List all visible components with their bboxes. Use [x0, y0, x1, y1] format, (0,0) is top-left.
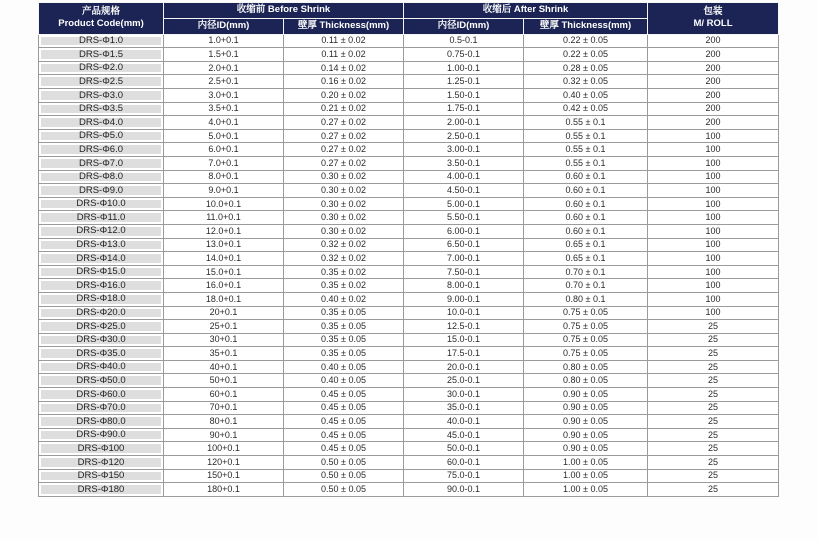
cell-thickness-before: 0.27 ± 0.02	[284, 143, 404, 157]
cell-thickness-after: 0.90 ± 0.05	[524, 442, 648, 456]
cell-thickness-after: 0.60 ± 0.1	[524, 224, 648, 238]
cell-id-after: 4.00-0.1	[404, 170, 524, 184]
cell-id-before: 12.0+0.1	[164, 224, 284, 238]
header-package	[648, 3, 779, 35]
cell-thickness-after: 0.75 ± 0.05	[524, 306, 648, 320]
cell-id-after: 1.25-0.1	[404, 75, 524, 89]
header-id-after: 内径ID(mm)	[404, 18, 524, 34]
cell-product-code: DRS-Φ70.0	[39, 401, 164, 415]
header-thickness-after: 壁厚 Thickness(mm)	[524, 18, 648, 34]
cell-product-code: DRS-Φ1.5	[39, 48, 164, 62]
table-row	[39, 374, 779, 388]
cell-m-per-roll: 25	[648, 320, 779, 334]
cell-product-code: DRS-Φ3.0	[39, 89, 164, 103]
cell-product-code: DRS-Φ2.5	[39, 75, 164, 89]
cell-m-per-roll: 25	[648, 374, 779, 388]
cell-id-after: 0.75-0.1	[404, 48, 524, 62]
table-row	[39, 224, 779, 238]
cell-m-per-roll: 100	[648, 143, 779, 157]
header-product-code-zh: 产品规格	[81, 5, 120, 17]
cell-id-after: 25.0-0.1	[404, 374, 524, 388]
cell-m-per-roll: 200	[648, 48, 779, 62]
cell-id-before: 30+0.1	[164, 333, 284, 347]
table-row	[39, 306, 779, 320]
cell-product-code: DRS-Φ18.0	[39, 292, 164, 306]
cell-id-after: 1.75-0.1	[404, 102, 524, 116]
cell-thickness-before: 0.30 ± 0.02	[284, 184, 404, 198]
cell-product-code: DRS-Φ35.0	[39, 347, 164, 361]
cell-thickness-before: 0.45 ± 0.05	[284, 442, 404, 456]
cell-id-before: 180+0.1	[164, 483, 284, 497]
cell-product-code: DRS-Φ60.0	[39, 388, 164, 402]
header-product-code-en: Product Code(mm)	[58, 18, 144, 30]
table-row	[39, 75, 779, 89]
cell-product-code: DRS-Φ120	[39, 456, 164, 470]
header-product-code	[39, 3, 164, 35]
cell-m-per-roll: 200	[648, 102, 779, 116]
cell-thickness-before: 0.40 ± 0.05	[284, 374, 404, 388]
table-row	[39, 360, 779, 374]
cell-id-after: 3.50-0.1	[404, 156, 524, 170]
cell-id-after: 9.00-0.1	[404, 292, 524, 306]
cell-m-per-roll: 100	[648, 156, 779, 170]
cell-thickness-before: 0.21 ± 0.02	[284, 102, 404, 116]
cell-id-after: 2.00-0.1	[404, 116, 524, 130]
cell-thickness-before: 0.27 ± 0.02	[284, 156, 404, 170]
cell-thickness-after: 0.80 ± 0.05	[524, 374, 648, 388]
cell-id-before: 120+0.1	[164, 456, 284, 470]
cell-thickness-after: 0.42 ± 0.05	[524, 102, 648, 116]
cell-id-after: 0.5-0.1	[404, 34, 524, 48]
cell-product-code: DRS-Φ10.0	[39, 197, 164, 211]
table-row	[39, 415, 779, 429]
cell-m-per-roll: 25	[648, 483, 779, 497]
table-row	[39, 197, 779, 211]
table-row	[39, 34, 779, 48]
table-header	[39, 3, 779, 35]
cell-id-after: 7.00-0.1	[404, 252, 524, 266]
cell-thickness-before: 0.35 ± 0.05	[284, 347, 404, 361]
table-body	[39, 34, 779, 496]
cell-id-before: 20+0.1	[164, 306, 284, 320]
cell-m-per-roll: 100	[648, 279, 779, 293]
cell-thickness-before: 0.14 ± 0.02	[284, 61, 404, 75]
cell-thickness-after: 0.55 ± 0.1	[524, 129, 648, 143]
cell-thickness-before: 0.50 ± 0.05	[284, 469, 404, 483]
cell-product-code: DRS-Φ7.0	[39, 156, 164, 170]
cell-id-before: 5.0+0.1	[164, 129, 284, 143]
cell-id-before: 14.0+0.1	[164, 252, 284, 266]
header-package-zh: 包装	[703, 5, 723, 17]
cell-product-code: DRS-Φ5.0	[39, 129, 164, 143]
cell-thickness-before: 0.11 ± 0.02	[284, 34, 404, 48]
table-row	[39, 61, 779, 75]
cell-id-before: 15.0+0.1	[164, 265, 284, 279]
cell-id-after: 45.0-0.1	[404, 428, 524, 442]
cell-id-before: 1.5+0.1	[164, 48, 284, 62]
cell-thickness-before: 0.35 ± 0.05	[284, 333, 404, 347]
cell-thickness-before: 0.27 ± 0.02	[284, 129, 404, 143]
cell-m-per-roll: 25	[648, 347, 779, 361]
cell-id-after: 75.0-0.1	[404, 469, 524, 483]
cell-id-after: 8.00-0.1	[404, 279, 524, 293]
cell-thickness-before: 0.30 ± 0.02	[284, 197, 404, 211]
cell-id-after: 6.50-0.1	[404, 238, 524, 252]
cell-id-after: 10.0-0.1	[404, 306, 524, 320]
cell-id-before: 3.0+0.1	[164, 89, 284, 103]
cell-id-before: 90+0.1	[164, 428, 284, 442]
cell-product-code: DRS-Φ25.0	[39, 320, 164, 334]
cell-id-before: 150+0.1	[164, 469, 284, 483]
cell-thickness-after: 0.60 ± 0.1	[524, 211, 648, 225]
cell-id-before: 80+0.1	[164, 415, 284, 429]
cell-id-before: 6.0+0.1	[164, 143, 284, 157]
cell-id-before: 50+0.1	[164, 374, 284, 388]
cell-thickness-before: 0.45 ± 0.05	[284, 415, 404, 429]
cell-thickness-after: 0.22 ± 0.05	[524, 34, 648, 48]
cell-id-before: 3.5+0.1	[164, 102, 284, 116]
cell-id-after: 20.0-0.1	[404, 360, 524, 374]
cell-thickness-before: 0.35 ± 0.05	[284, 306, 404, 320]
table-row	[39, 48, 779, 62]
cell-thickness-before: 0.45 ± 0.05	[284, 401, 404, 415]
cell-thickness-before: 0.32 ± 0.02	[284, 238, 404, 252]
cell-thickness-after: 0.60 ± 0.1	[524, 184, 648, 198]
cell-product-code: DRS-Φ80.0	[39, 415, 164, 429]
cell-m-per-roll: 100	[648, 252, 779, 266]
table-row	[39, 292, 779, 306]
cell-thickness-after: 0.28 ± 0.05	[524, 61, 648, 75]
cell-id-after: 15.0-0.1	[404, 333, 524, 347]
table-row	[39, 116, 779, 130]
cell-id-after: 12.5-0.1	[404, 320, 524, 334]
cell-id-before: 10.0+0.1	[164, 197, 284, 211]
cell-thickness-after: 1.00 ± 0.05	[524, 456, 648, 470]
table-row	[39, 388, 779, 402]
cell-id-after: 40.0-0.1	[404, 415, 524, 429]
table-row	[39, 211, 779, 225]
table-row	[39, 333, 779, 347]
cell-thickness-before: 0.30 ± 0.02	[284, 224, 404, 238]
cell-m-per-roll: 100	[648, 238, 779, 252]
cell-id-before: 18.0+0.1	[164, 292, 284, 306]
cell-id-after: 3.00-0.1	[404, 143, 524, 157]
table-row	[39, 265, 779, 279]
table-row	[39, 89, 779, 103]
cell-product-code: DRS-Φ6.0	[39, 143, 164, 157]
cell-thickness-after: 0.80 ± 0.05	[524, 360, 648, 374]
cell-m-per-roll: 25	[648, 333, 779, 347]
cell-id-before: 1.0+0.1	[164, 34, 284, 48]
table-row	[39, 252, 779, 266]
cell-thickness-before: 0.16 ± 0.02	[284, 75, 404, 89]
table-row	[39, 320, 779, 334]
table-row	[39, 347, 779, 361]
cell-thickness-after: 0.75 ± 0.05	[524, 347, 648, 361]
cell-id-after: 5.50-0.1	[404, 211, 524, 225]
cell-m-per-roll: 100	[648, 292, 779, 306]
table-row	[39, 184, 779, 198]
cell-product-code: DRS-Φ150	[39, 469, 164, 483]
cell-thickness-before: 0.35 ± 0.02	[284, 279, 404, 293]
cell-thickness-after: 0.55 ± 0.1	[524, 116, 648, 130]
cell-product-code: DRS-Φ2.0	[39, 61, 164, 75]
cell-thickness-after: 0.90 ± 0.05	[524, 428, 648, 442]
cell-m-per-roll: 25	[648, 442, 779, 456]
cell-product-code: DRS-Φ30.0	[39, 333, 164, 347]
table-row	[39, 279, 779, 293]
cell-thickness-after: 0.55 ± 0.1	[524, 143, 648, 157]
table-row	[39, 428, 779, 442]
table-row	[39, 156, 779, 170]
cell-thickness-before: 0.30 ± 0.02	[284, 170, 404, 184]
cell-thickness-after: 0.65 ± 0.1	[524, 252, 648, 266]
cell-m-per-roll: 100	[648, 265, 779, 279]
table-row	[39, 143, 779, 157]
cell-id-before: 25+0.1	[164, 320, 284, 334]
cell-m-per-roll: 100	[648, 211, 779, 225]
cell-product-code: DRS-Φ40.0	[39, 360, 164, 374]
cell-product-code: DRS-Φ3.5	[39, 102, 164, 116]
cell-m-per-roll: 25	[648, 401, 779, 415]
cell-thickness-after: 0.60 ± 0.1	[524, 170, 648, 184]
cell-m-per-roll: 100	[648, 224, 779, 238]
cell-thickness-after: 0.32 ± 0.05	[524, 75, 648, 89]
header-id-before: 内径ID(mm)	[164, 18, 284, 34]
cell-thickness-after: 0.22 ± 0.05	[524, 48, 648, 62]
cell-id-after: 2.50-0.1	[404, 129, 524, 143]
cell-thickness-before: 0.20 ± 0.02	[284, 89, 404, 103]
table-row	[39, 401, 779, 415]
cell-id-before: 70+0.1	[164, 401, 284, 415]
cell-m-per-roll: 200	[648, 116, 779, 130]
cell-thickness-before: 0.45 ± 0.05	[284, 388, 404, 402]
header-after-shrink-group: 收缩后 After Shrink	[404, 3, 648, 19]
cell-product-code: DRS-Φ4.0	[39, 116, 164, 130]
cell-id-before: 13.0+0.1	[164, 238, 284, 252]
cell-product-code: DRS-Φ9.0	[39, 184, 164, 198]
cell-m-per-roll: 200	[648, 34, 779, 48]
cell-id-after: 5.00-0.1	[404, 197, 524, 211]
cell-product-code: DRS-Φ12.0	[39, 224, 164, 238]
table-row	[39, 456, 779, 470]
spec-table	[38, 2, 779, 497]
cell-id-before: 35+0.1	[164, 347, 284, 361]
table-row	[39, 129, 779, 143]
table-row	[39, 102, 779, 116]
cell-thickness-before: 0.11 ± 0.02	[284, 48, 404, 62]
cell-product-code: DRS-Φ20.0	[39, 306, 164, 320]
cell-id-after: 50.0-0.1	[404, 442, 524, 456]
cell-thickness-before: 0.50 ± 0.05	[284, 483, 404, 497]
cell-m-per-roll: 200	[648, 75, 779, 89]
cell-m-per-roll: 100	[648, 170, 779, 184]
cell-thickness-before: 0.40 ± 0.05	[284, 360, 404, 374]
cell-id-after: 7.50-0.1	[404, 265, 524, 279]
cell-thickness-after: 0.40 ± 0.05	[524, 89, 648, 103]
cell-id-before: 16.0+0.1	[164, 279, 284, 293]
header-before-shrink-group: 收缩前 Before Shrink	[164, 3, 404, 19]
cell-thickness-after: 1.00 ± 0.05	[524, 483, 648, 497]
cell-thickness-after: 0.60 ± 0.1	[524, 197, 648, 211]
cell-id-before: 8.0+0.1	[164, 170, 284, 184]
cell-m-per-roll: 25	[648, 428, 779, 442]
cell-id-after: 30.0-0.1	[404, 388, 524, 402]
cell-thickness-after: 0.90 ± 0.05	[524, 401, 648, 415]
cell-id-after: 1.00-0.1	[404, 61, 524, 75]
cell-thickness-after: 0.65 ± 0.1	[524, 238, 648, 252]
cell-thickness-before: 0.27 ± 0.02	[284, 116, 404, 130]
table-row	[39, 170, 779, 184]
cell-id-before: 100+0.1	[164, 442, 284, 456]
cell-product-code: DRS-Φ15.0	[39, 265, 164, 279]
cell-product-code: DRS-Φ1.0	[39, 34, 164, 48]
table-row	[39, 238, 779, 252]
cell-product-code: DRS-Φ90.0	[39, 428, 164, 442]
cell-thickness-before: 0.35 ± 0.02	[284, 265, 404, 279]
cell-thickness-before: 0.35 ± 0.05	[284, 320, 404, 334]
cell-m-per-roll: 25	[648, 360, 779, 374]
cell-thickness-after: 0.70 ± 0.1	[524, 265, 648, 279]
cell-id-before: 2.5+0.1	[164, 75, 284, 89]
cell-m-per-roll: 100	[648, 129, 779, 143]
cell-product-code: DRS-Φ180	[39, 483, 164, 497]
cell-thickness-before: 0.50 ± 0.05	[284, 456, 404, 470]
cell-m-per-roll: 100	[648, 306, 779, 320]
cell-id-before: 9.0+0.1	[164, 184, 284, 198]
cell-id-before: 4.0+0.1	[164, 116, 284, 130]
cell-thickness-after: 0.80 ± 0.1	[524, 292, 648, 306]
table-row	[39, 469, 779, 483]
cell-thickness-after: 1.00 ± 0.05	[524, 469, 648, 483]
cell-id-before: 40+0.1	[164, 360, 284, 374]
cell-m-per-roll: 25	[648, 388, 779, 402]
cell-product-code: DRS-Φ11.0	[39, 211, 164, 225]
cell-m-per-roll: 25	[648, 415, 779, 429]
cell-id-before: 60+0.1	[164, 388, 284, 402]
cell-id-after: 35.0-0.1	[404, 401, 524, 415]
cell-id-after: 60.0-0.1	[404, 456, 524, 470]
cell-m-per-roll: 100	[648, 184, 779, 198]
cell-thickness-after: 0.90 ± 0.05	[524, 388, 648, 402]
table-row	[39, 483, 779, 497]
cell-thickness-after: 0.75 ± 0.05	[524, 333, 648, 347]
cell-product-code: DRS-Φ13.0	[39, 238, 164, 252]
header-thickness-before: 壁厚 Thickness(mm)	[284, 18, 404, 34]
cell-thickness-after: 0.90 ± 0.05	[524, 415, 648, 429]
cell-thickness-after: 0.55 ± 0.1	[524, 156, 648, 170]
cell-id-after: 6.00-0.1	[404, 224, 524, 238]
cell-m-per-roll: 200	[648, 61, 779, 75]
cell-thickness-before: 0.30 ± 0.02	[284, 211, 404, 225]
cell-id-after: 4.50-0.1	[404, 184, 524, 198]
table-row	[39, 442, 779, 456]
header-package-en: M/ ROLL	[693, 18, 733, 30]
cell-id-after: 17.5-0.1	[404, 347, 524, 361]
cell-m-per-roll: 200	[648, 89, 779, 103]
cell-id-before: 7.0+0.1	[164, 156, 284, 170]
cell-id-before: 2.0+0.1	[164, 61, 284, 75]
cell-thickness-before: 0.40 ± 0.02	[284, 292, 404, 306]
cell-product-code: DRS-Φ16.0	[39, 279, 164, 293]
cell-m-per-roll: 25	[648, 469, 779, 483]
cell-thickness-after: 0.70 ± 0.1	[524, 279, 648, 293]
cell-thickness-after: 0.75 ± 0.05	[524, 320, 648, 334]
cell-m-per-roll: 100	[648, 197, 779, 211]
cell-product-code: DRS-Φ100	[39, 442, 164, 456]
cell-m-per-roll: 25	[648, 456, 779, 470]
cell-thickness-before: 0.32 ± 0.02	[284, 252, 404, 266]
cell-id-after: 1.50-0.1	[404, 89, 524, 103]
cell-product-code: DRS-Φ8.0	[39, 170, 164, 184]
cell-id-before: 11.0+0.1	[164, 211, 284, 225]
cell-thickness-before: 0.45 ± 0.05	[284, 428, 404, 442]
cell-id-after: 90.0-0.1	[404, 483, 524, 497]
cell-product-code: DRS-Φ50.0	[39, 374, 164, 388]
cell-product-code: DRS-Φ14.0	[39, 252, 164, 266]
